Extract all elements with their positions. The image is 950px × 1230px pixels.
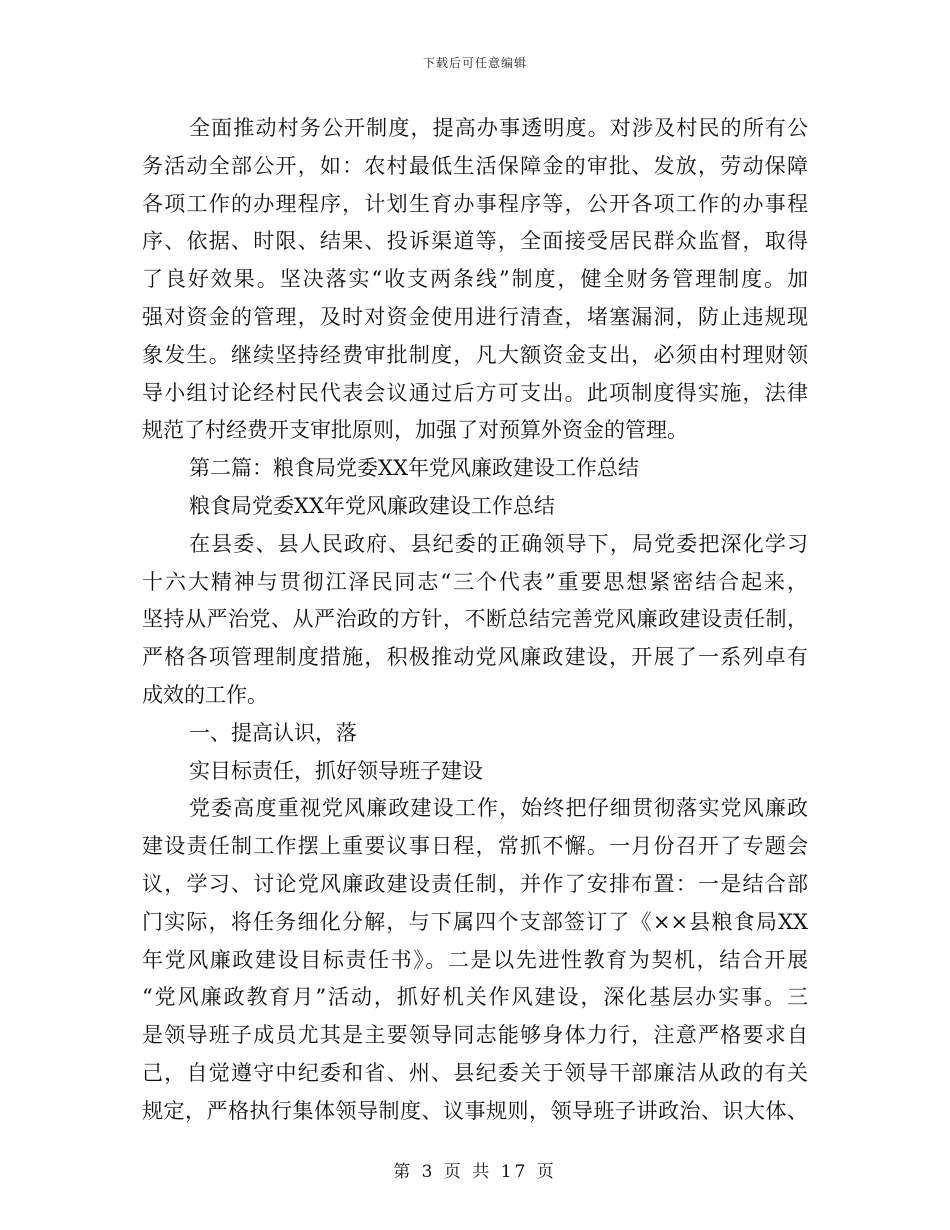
text-line: 坚持从严治党、从严治政的方针，不断总结完善党风廉政建设责任制， bbox=[142, 607, 808, 632]
text-line: 己，自觉遵守中纪委和省、州、县纪委关于领导干部廉洁从政的有关 bbox=[142, 1060, 808, 1085]
page-footer: 第 3 页 共 17 页 bbox=[393, 1162, 557, 1182]
text-line: 实目标责任，抓好领导班子建设 bbox=[189, 758, 483, 783]
text-line: 强对资金的管理，及时对资金使用进行清查，堵塞漏洞，防止违规现 bbox=[142, 304, 808, 329]
text-line: 各项工作的办理程序，计划生育办事程序等，公开各项工作的办事程 bbox=[142, 191, 808, 216]
text-line: 成效的工作。 bbox=[142, 682, 268, 707]
text-line: 了良好效果。坚决落实“收支两条线”制度，健全财务管理制度。加 bbox=[142, 267, 808, 292]
text-line: 党委高度重视党风廉政建设工作，始终把仔细贯彻落实党风廉政 bbox=[189, 796, 808, 821]
text-line: 粮食局党委XX年党风廉政建设工作总结 bbox=[189, 493, 555, 518]
text-line: 序、依据、时限、结果、投诉渠道等，全面接受居民群众监督，取得 bbox=[142, 229, 808, 254]
text-line: 十六大精神与贯彻江泽民同志“三个代表”重要思想紧密结合起来， bbox=[142, 569, 808, 594]
text-line: 全面推动村务公开制度，提高办事透明度。对涉及村民的所有公 bbox=[189, 116, 808, 140]
text-line: 是领导班子成员尤其是主要领导同志能够身体力行，注意严格要求自 bbox=[142, 1023, 808, 1048]
text-line: 第二篇：粮食局党委XX年党风廉政建设工作总结 bbox=[189, 456, 639, 481]
text-line: 门实际，将任务细化分解，与下属四个支部签订了《××县粮食局XX bbox=[142, 909, 808, 934]
text-line: 规范了村经费开支审批原则，加强了对预算外资金的管理。 bbox=[142, 418, 688, 443]
text-line: 务活动全部公开，如：农村最低生活保障金的审批、发放，劳动保障 bbox=[142, 153, 808, 178]
text-line: 一、提高认识，落 bbox=[189, 720, 357, 745]
text-line: 议，学习、讨论党风廉政建设责任制，并作了安排布置：一是结合部 bbox=[142, 871, 808, 896]
text-line: “党风廉政教育月”活动，抓好机关作风建设，深化基层办实事。三 bbox=[142, 985, 808, 1010]
text-line: 在县委、县人民政府、县纪委的正确领导下，局党委把深化学习 bbox=[189, 531, 808, 556]
document-body bbox=[142, 110, 808, 1131]
text-line: 建设责任制工作摆上重要议事日程，常抓不懈。一月份召开了专题会 bbox=[142, 834, 808, 859]
text-line: 导小组讨论经村民代表会议通过后方可支出。此项制度得实施，法律 bbox=[142, 380, 808, 405]
page-header: 下载后可任意编辑 bbox=[422, 56, 527, 70]
text-line: 年党风廉政建设目标责任书》。二是以先进性教育为契机，结合开展 bbox=[142, 947, 808, 972]
text-line: 严格各项管理制度措施，积极推动党风廉政建设，开展了一系列卓有 bbox=[142, 645, 808, 670]
text-line: 规定，严格执行集体领导制度、议事规则，领导班子讲政治、识大体、 bbox=[142, 1098, 808, 1123]
text-line: 象发生。继续坚持经费审批制度，凡大额资金支出，必须由村理财领 bbox=[142, 342, 808, 367]
